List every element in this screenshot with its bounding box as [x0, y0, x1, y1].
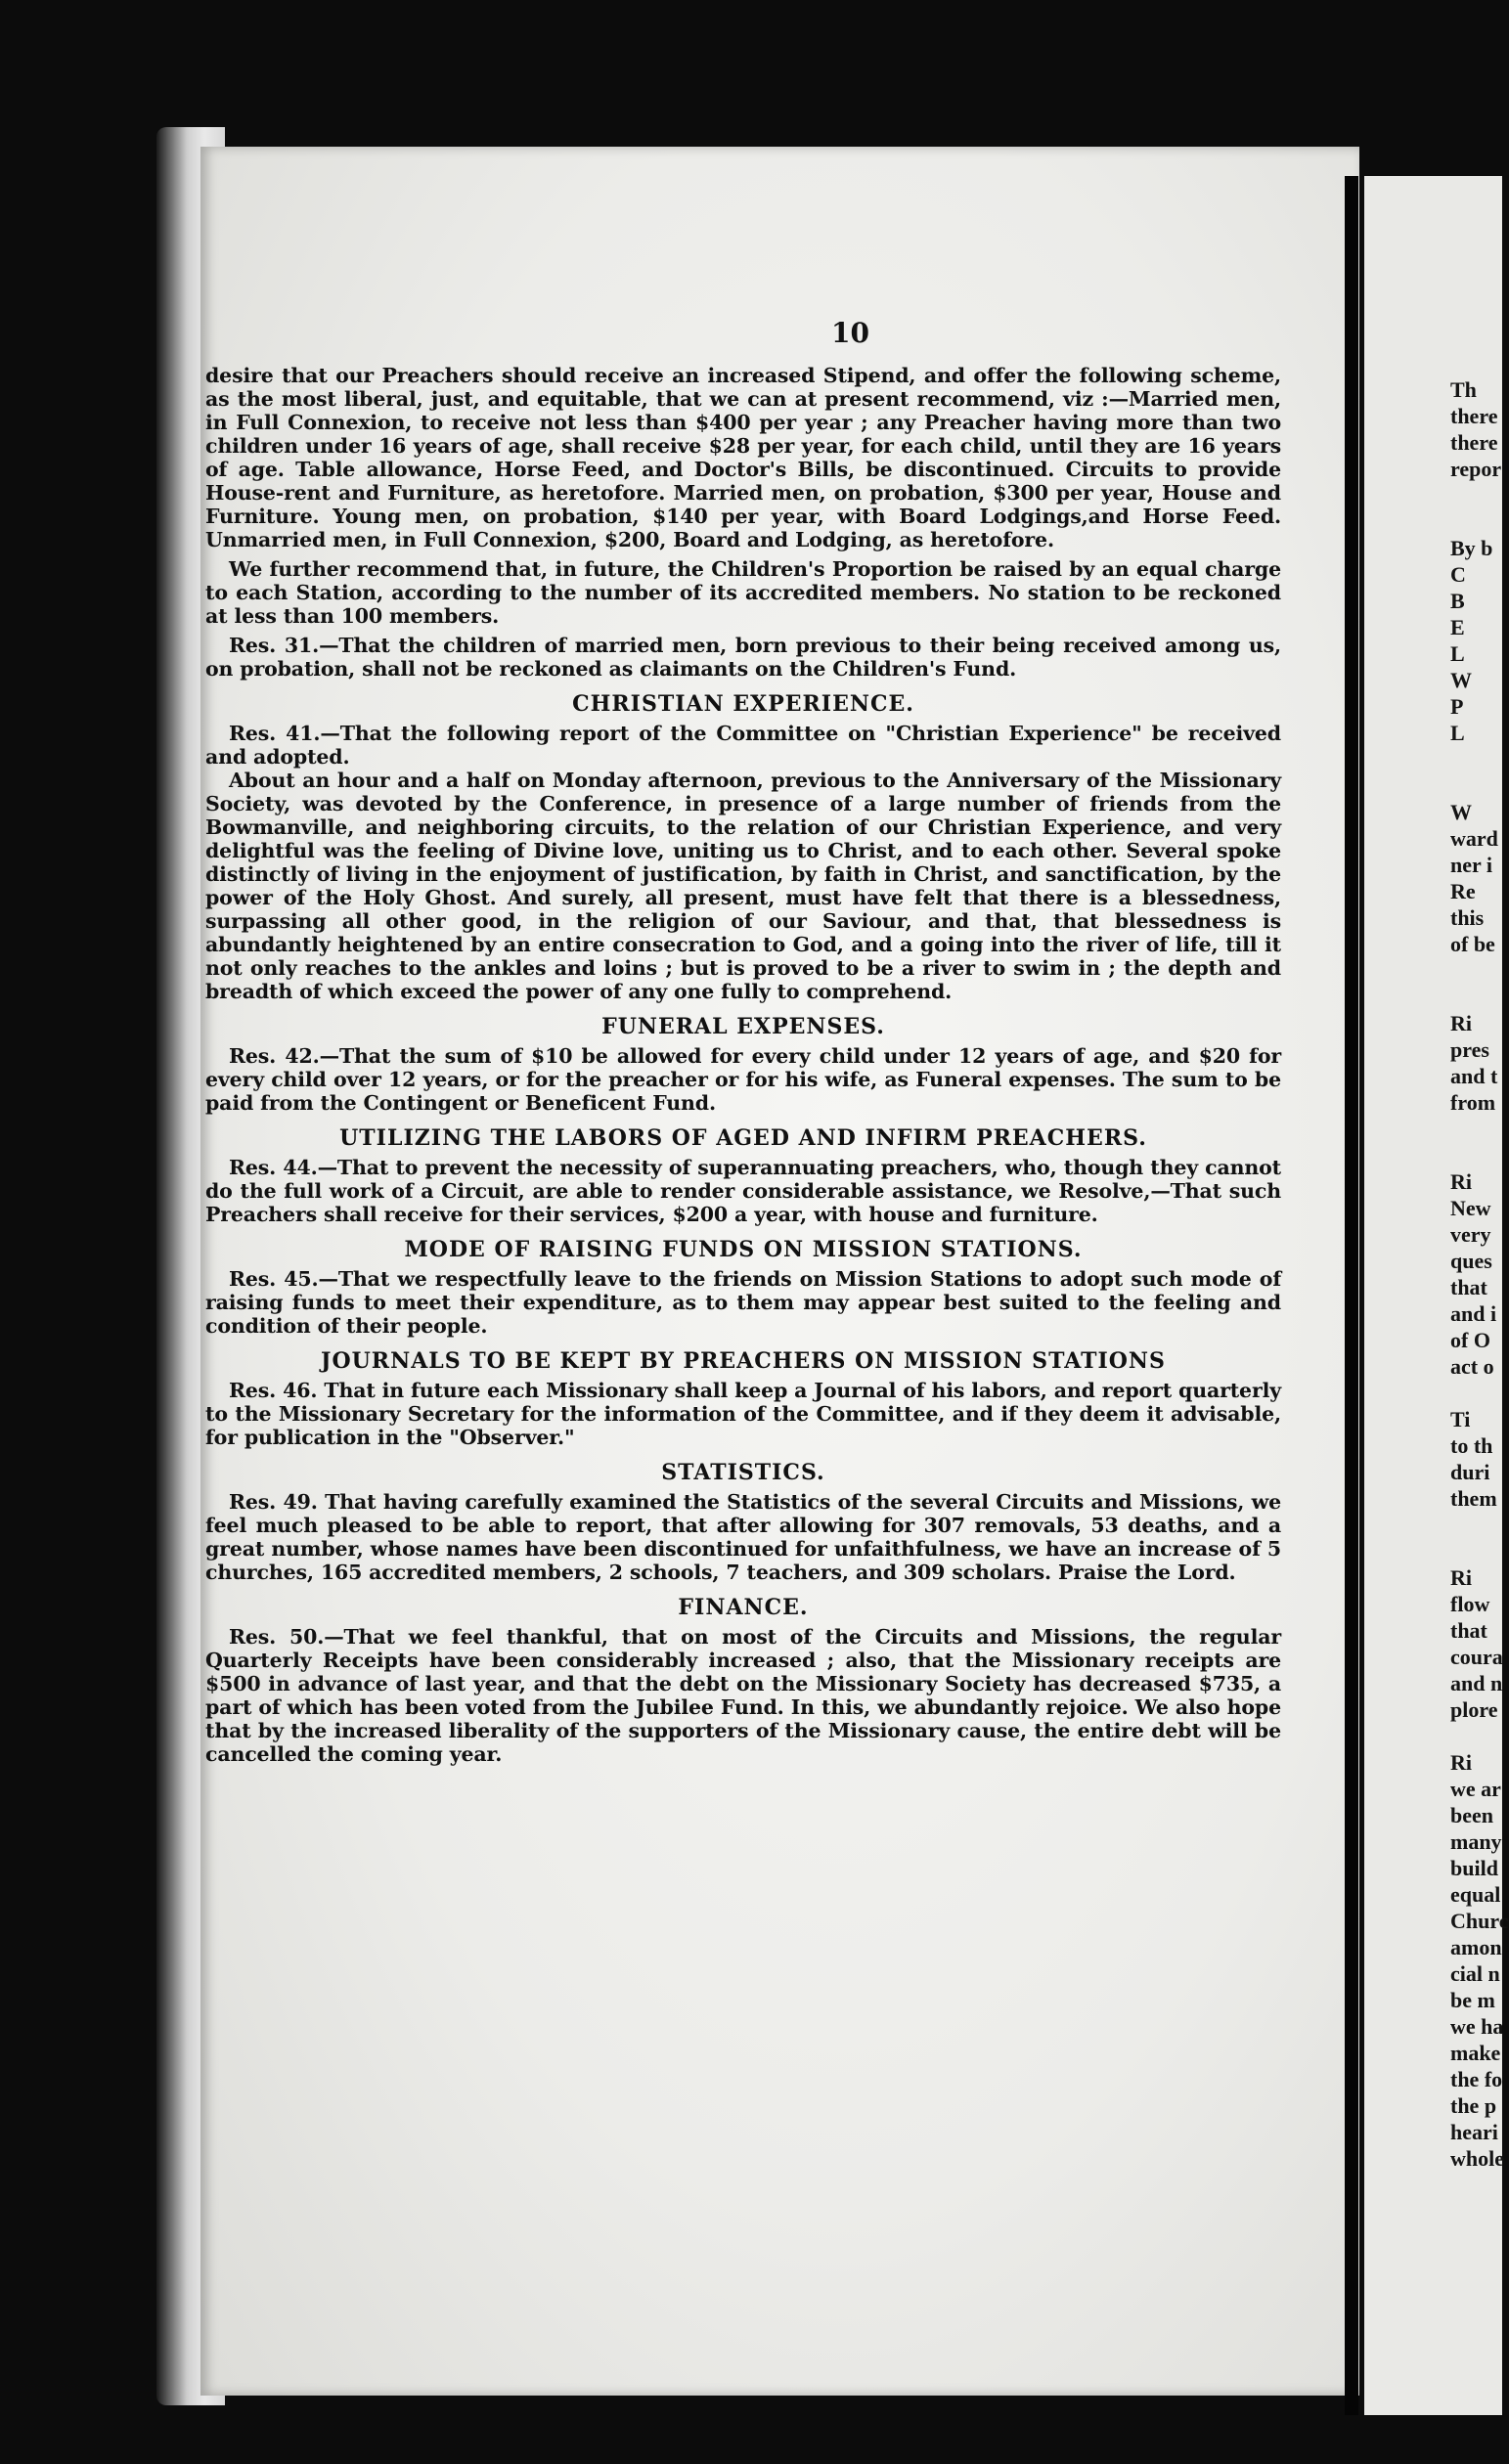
page-body: [205, 364, 1281, 1766]
resolution-46: Res. 46. That in future each Missionary shall keep a Journal of his labors, and report quarterly to the Missionary Secretary for the information of the Committee, and if they deem it advisable, for publication in the "Observer.": [205, 1379, 1281, 1449]
heading-finance: FINANCE.: [678, 1595, 809, 1620]
heading-aged-preachers: UTILIZING THE LABORS OF AGED AND INFIRM PREACHERS.: [339, 1125, 1147, 1151]
resolution-41: Res. 41.—That the following report of the Committee on "Christian Experience" be received and adopted.: [205, 722, 1281, 769]
paragraph-stipend: desire that our Preachers should receive an increased Stipend, and offer the following scheme, as the most liberal, just, and equitable, that we can at present recommend, viz :—Married men, in Full Connexion, to receive not less than $400 per year ; any Preacher having more than two children under 16 years of age, shall receive $28 per year, for each child, until they are 16 years of age. Table allowance, Horse Feed, and Doctor's Bills, be discontinued. Circuits to provide House-rent and Furniture, as heretofore. Married men, on probation, $300 per year, House and Furniture. Young men, on probation, $140 per year, with Board Lodgings,and Horse Feed. Unmarried men, in Full Connexion, $200, Board and Lodging, as heretofore.: [205, 364, 1281, 551]
resolution-50: Res. 50.—That we feel thankful, that on most of the Circuits and Missions, the regular Quarterly Receipts have been considerably increased ; also, that the Missionary receipts are $500 in advance of last year, and that the debt on the Missionary Society has decreased $735, a part of which has been voted from the Jubilee Fund. In this, we abundantly rejoice. We also hope that by the increased liberality of the supporters of the Missionary cause, the entire debt will be cancelled the coming year.: [205, 1625, 1281, 1766]
resolution-42: Res. 42.—That the sum of $10 be allowed for every child under 12 years of age, and $20 for every child over 12 years, or for the preacher or for his wife, as Funeral expenses. The sum to be paid from the Contingent or Beneficent Fund.: [205, 1044, 1281, 1115]
resolution-44: Res. 44.—That to prevent the necessity of superannuating preachers, who, though they cannot do the full work of a Circuit, are able to render considerable assistance, we Resolve,—That such Preachers shall receive for their services, $200 a year, with house and furniture.: [205, 1156, 1281, 1226]
heading-journals: JOURNALS TO BE KEPT BY PREACHERS ON MISSION STATIONS: [321, 1348, 1166, 1374]
paragraph-children-proportion: We further recommend that, in future, the Children's Proportion be raised by an equal charge to each Station, according to the number of its accredited members. No station to be reckoned at less than 100 members.: [205, 557, 1281, 628]
heading-mission-funds: MODE OF RAISING FUNDS ON MISSION STATIONS.: [404, 1237, 1083, 1262]
page-number: 10: [831, 317, 869, 349]
facing-page-edge: [1364, 176, 1509, 2415]
heading-statistics: STATISTICS.: [661, 1460, 825, 1485]
facing-page-text: Th there there repor By b C B E L W P L W ward ner i Re this of be Ri pres and t from Ri New very ques that and i of O act o Ti to th duri them Ri flow that coura and n plore Ri we ar been many build equal Churc amon cial n be m we ha make the fo the p heari whole: [1450, 377, 1509, 2171]
heading-funeral-expenses: FUNERAL EXPENSES.: [601, 1014, 885, 1039]
resolution-45: Res. 45.—That we respectfully leave to the friends on Mission Stations to adopt such mode of raising funds to meet their expenditure, as to them may appear best suited to the feeling and condition of their people.: [205, 1267, 1281, 1338]
page-gutter: [1345, 176, 1358, 2415]
resolution-31: Res. 31.—That the children of married men, born previous to their being received among us, on probation, shall not be reckoned as claimants on the Children's Fund.: [205, 634, 1281, 681]
paragraph-christian-experience: About an hour and a half on Monday afternoon, previous to the Anniversary of the Missionary Society, was devoted by the Conference, in presence of a large number of friends from the Bowmanville, and neighboring circuits, to the relation of our Christian Experience, and very delightful was the feeling of Divine love, uniting us to Christ, and to each other. Several spoke distinctly of living in the enjoyment of justification, by faith in Christ, and sanctification, by the power of the Holy Ghost. And surely, all present, must have felt that there is a blessedness, surpassing all other good, in the religion of our Saviour, and that, that blessedness is abundantly heightened by an entire consecration to God, and a going into the river of life, till it not only reaches to the ankles and loins ; but is proved to be a river to swim in ; the depth and breadth of which exceed the power of any one fully to comprehend.: [205, 769, 1281, 1003]
heading-christian-experience: CHRISTIAN EXPERIENCE.: [572, 691, 914, 717]
resolution-49: Res. 49. That having carefully examined the Statistics of the several Circuits and Missions, we feel much pleased to be able to report, that after allowing for 307 removals, 53 deaths, and a great number, whose names have been discontinued for unfaithfulness, we have an increase of 5 churches, 165 accredited members, 2 schools, 7 teachers, and 309 scholars. Praise the Lord.: [205, 1490, 1281, 1584]
